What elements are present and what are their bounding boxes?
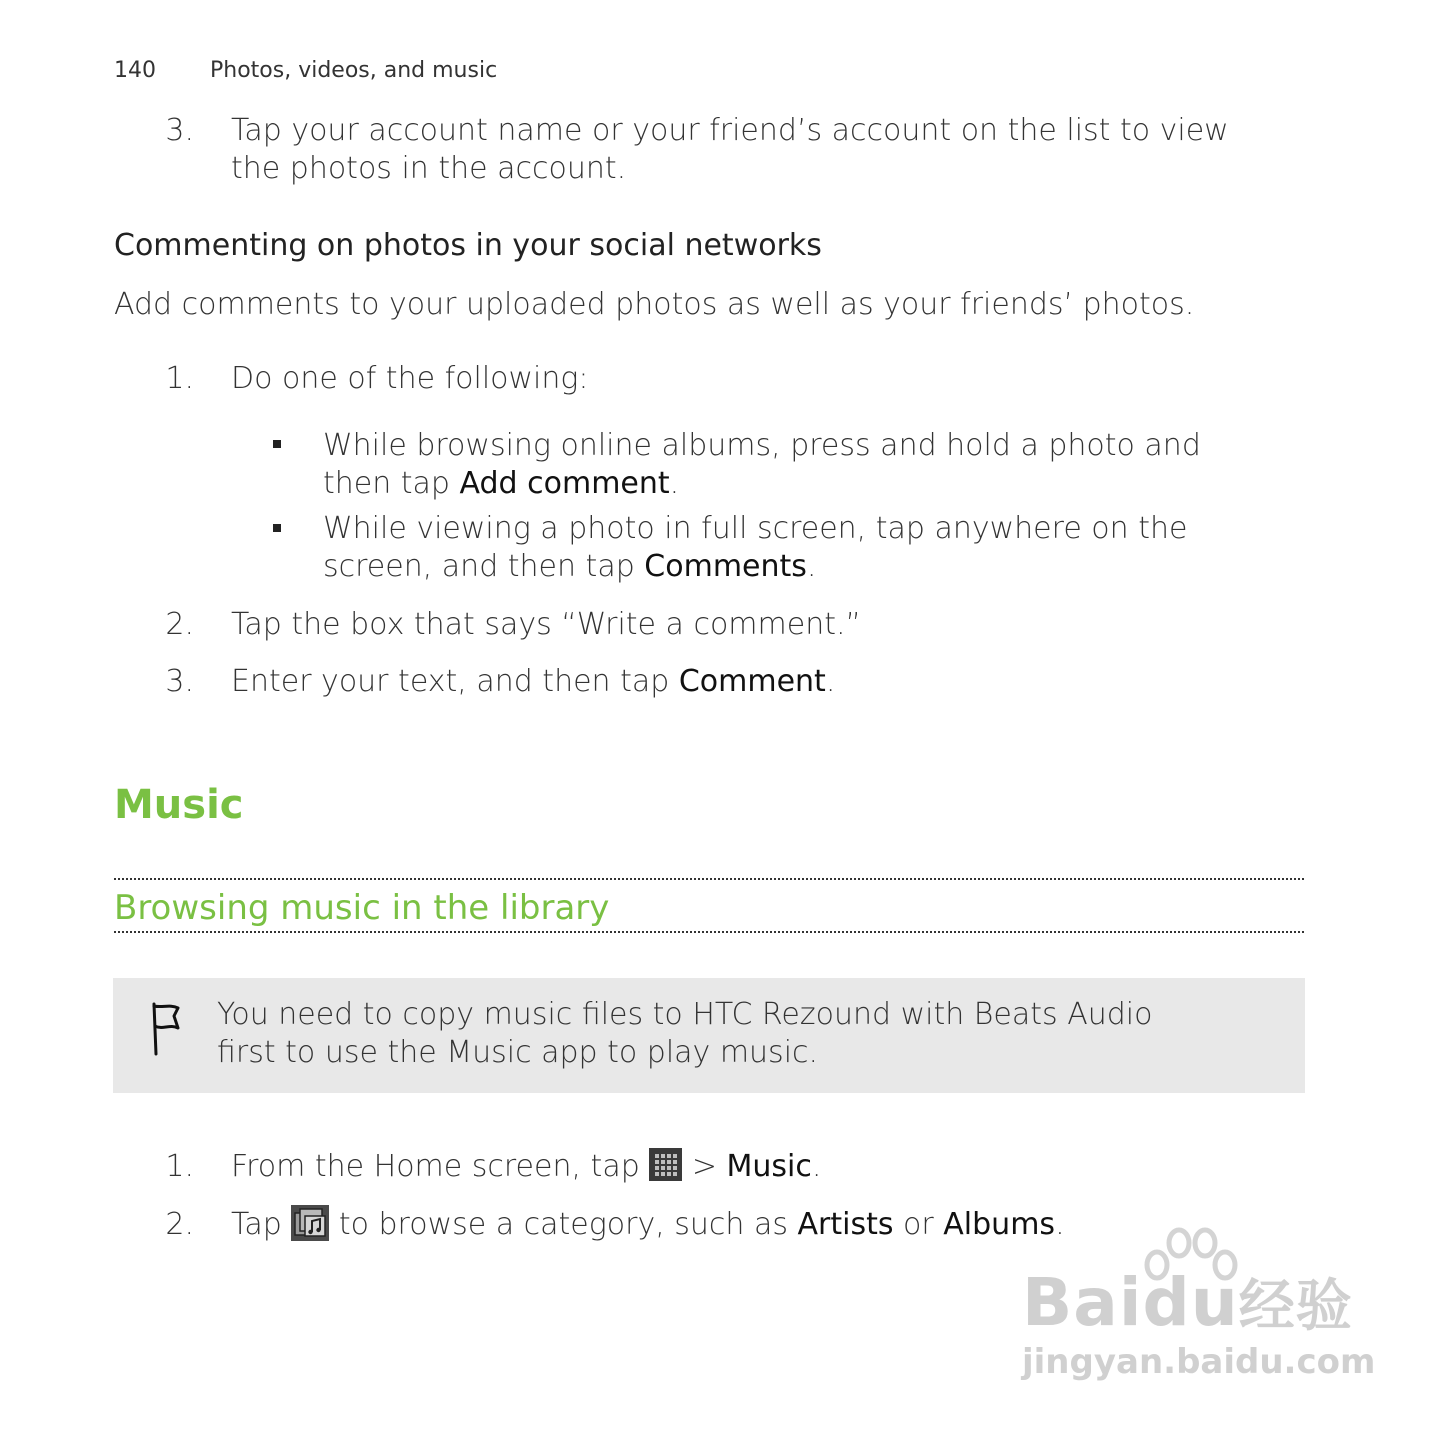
music-library-icon [291,1205,329,1241]
bullet-text: While browsing online albums, press and hold a photo and then tap Add comment. [323,428,1201,501]
bullet-marker [273,440,281,448]
chapter-title: Photos, videos, and music [210,58,498,83]
divider-bottom [114,931,1304,933]
step-text: Tap to browse a category, such as Artists or Albums. [231,1206,1065,1244]
step-number: 1. [165,361,194,396]
subsection-heading: Browsing music in the library [114,888,610,928]
intro-text: Add comments to your uploaded photos as well as your friends’ photos. [114,287,1195,322]
step-text: Tap the box that says “Write a comment.” [231,607,862,642]
step-text: Do one of the following: [231,361,589,396]
bullet-text: While viewing a photo in full screen, tap anywhere on the screen, and then tap Comments. [323,511,1188,584]
step-text: From the Home screen, tap > Music. [231,1149,822,1184]
watermark-url: jingyan.baidu.com [1022,1342,1376,1382]
step-number: 2. [165,1207,194,1242]
section-heading: Commenting on photos in your social networks [114,228,822,263]
step-text: Tap your account name or your friend’s account on the list to view the photos in the account. [231,113,1229,186]
bullet-marker [273,524,281,532]
music-heading: Music [114,782,244,828]
step-number: 3. [165,113,194,148]
flag-icon [144,1000,184,1060]
step-number: 3. [165,664,194,699]
step-number: 1. [165,1149,194,1184]
step-number: 2. [165,607,194,642]
divider-top [114,878,1304,880]
app-grid-icon [649,1148,682,1181]
page-number: 140 [114,58,156,83]
note-text: You need to copy music files to HTC Rezound with Beats Audio first to use the Music app to play music. [217,997,1153,1070]
step-text: Enter your text, and then tap Comment. [231,664,836,699]
watermark-logo: Baidu经验 [1022,1264,1353,1341]
